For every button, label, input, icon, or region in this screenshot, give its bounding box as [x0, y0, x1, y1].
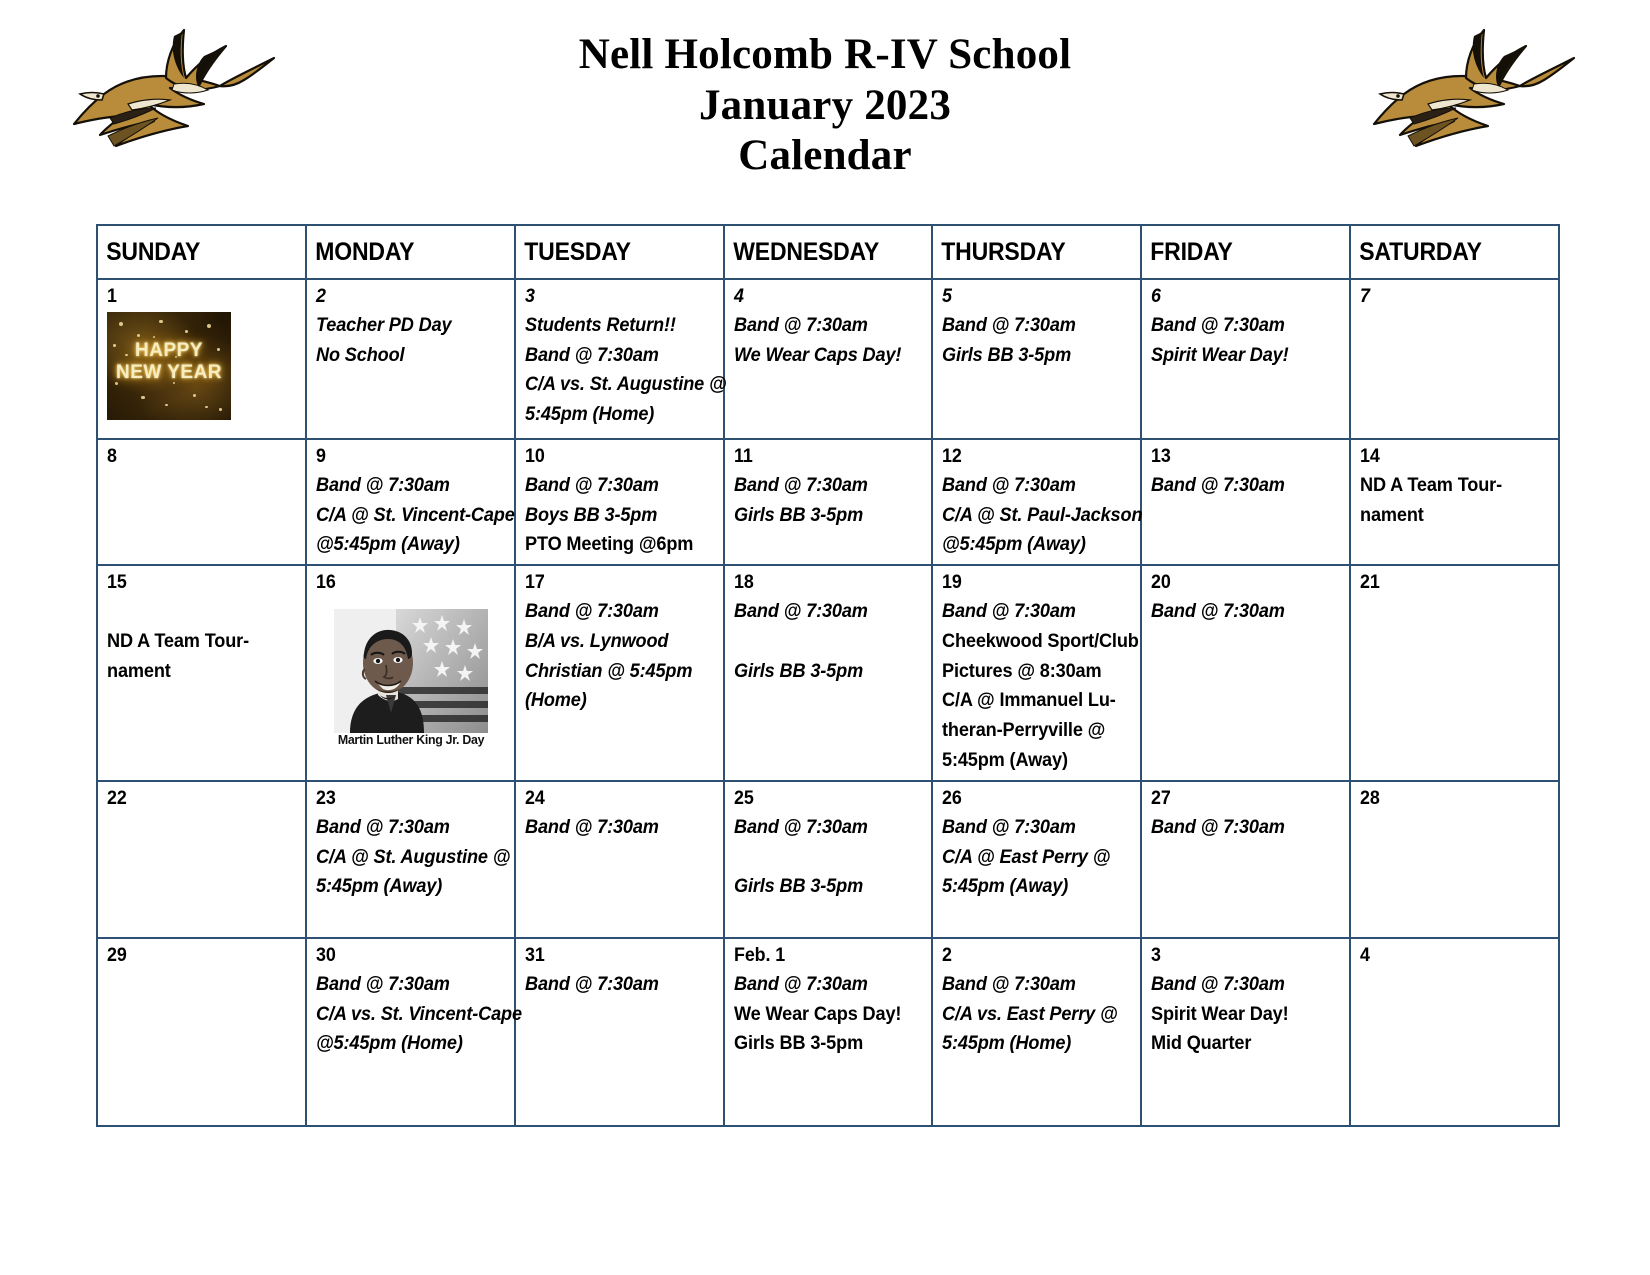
- calendar-day-cell[interactable]: [724, 781, 933, 938]
- day-number: 9: [315, 446, 326, 467]
- event-line: (Home): [524, 689, 587, 712]
- day-number: 3: [1151, 944, 1162, 966]
- day-cell-content: [98, 280, 305, 438]
- day-events-list: [315, 813, 511, 902]
- day-cell-content: [307, 939, 522, 1125]
- event-line: Girls BB 3-5pm: [733, 1032, 863, 1055]
- day-cell-content: [1351, 440, 1558, 564]
- day-events-list: [1151, 311, 1342, 371]
- calendar-day-cell[interactable]: [515, 439, 724, 565]
- happy-new-year-image: [107, 312, 231, 420]
- event-line: Spirit Wear Day!: [1151, 343, 1289, 366]
- day-events-list: [1360, 471, 1551, 531]
- event-line: Band @ 7:30am: [1151, 815, 1286, 838]
- calendar-day-cell[interactable]: [1350, 439, 1559, 565]
- day-number: 19: [942, 572, 963, 594]
- calendar-day-cell[interactable]: [932, 781, 1141, 938]
- day-number: 4: [1360, 944, 1370, 966]
- day-number: 6: [1151, 286, 1162, 307]
- calendar-day-cell[interactable]: [932, 938, 1141, 1126]
- day-cell-content: [1142, 440, 1349, 564]
- event-line: B/A vs. Lynwood: [524, 629, 669, 652]
- calendar-day-cell[interactable]: [932, 565, 1141, 781]
- day-number: 26: [942, 787, 963, 809]
- day-cell-content: [307, 280, 514, 438]
- day-cell-content: [98, 939, 305, 1125]
- day-events-list: [315, 970, 522, 1059]
- event-line: theran-Perryville @: [942, 719, 1106, 742]
- sparkle-dot: [165, 404, 168, 407]
- event-line: Band @ 7:30am: [942, 313, 1077, 336]
- event-line: Mid Quarter: [1151, 1032, 1252, 1055]
- day-events-list: [1151, 471, 1342, 501]
- day-cell-content: [307, 566, 514, 780]
- calendar-day-cell[interactable]: [1350, 938, 1559, 1126]
- day-cell-content: [1142, 280, 1349, 438]
- mlk-photo: [334, 609, 488, 733]
- event-line: Students Return!!: [524, 313, 676, 336]
- day-cell-content: [1142, 566, 1349, 780]
- day-events-list: [1151, 597, 1342, 627]
- event-line: Band @ 7:30am: [733, 599, 868, 622]
- event-line: Band @ 7:30am: [315, 473, 450, 496]
- event-line: Spirit Wear Day!: [1151, 1002, 1289, 1025]
- calendar-day-cell[interactable]: [306, 938, 522, 1126]
- day-header-label: SUNDAY: [106, 238, 201, 266]
- calendar-day-cell[interactable]: [724, 565, 933, 781]
- mlk-caption: Martin Luther King Jr. Day: [338, 731, 485, 747]
- page-header: [0, 0, 1650, 200]
- calendar-week-row: [97, 439, 1559, 565]
- day-number: 5: [942, 286, 953, 307]
- calendar-day-cell[interactable]: [724, 938, 933, 1126]
- event-line: We Wear Caps Day!: [733, 343, 901, 366]
- sparkle-dot: [219, 408, 222, 411]
- day-events-list: [524, 311, 727, 430]
- day-number: 15: [107, 572, 127, 594]
- event-line: Christian @ 5:45pm: [524, 659, 693, 682]
- happy-new-year-text: [107, 340, 231, 384]
- event-line: nament: [107, 659, 171, 682]
- day-number: 2: [315, 286, 326, 307]
- event-line: C/A @ St. Augustine @: [315, 845, 511, 868]
- day-cell-content: [725, 939, 932, 1125]
- calendar-day-cell[interactable]: [1141, 781, 1350, 938]
- calendar-day-cell[interactable]: [1141, 439, 1350, 565]
- calendar-day-cell[interactable]: [97, 439, 306, 565]
- event-line: @5:45pm (Home): [315, 1032, 463, 1055]
- day-events-list: [734, 597, 925, 686]
- day-number: 18: [733, 572, 754, 594]
- event-line: C/A @ St. Vincent-Cape: [315, 503, 515, 526]
- calendar-body: [97, 279, 1559, 1126]
- event-line: Band @ 7:30am: [1151, 313, 1286, 336]
- day-cell-content: [307, 782, 514, 937]
- day-events-list: [316, 311, 507, 371]
- event-line: Band @ 7:30am: [1151, 473, 1286, 496]
- day-cell-content: [725, 440, 932, 564]
- day-events-list: [942, 597, 1140, 776]
- day-header-monday: [306, 225, 515, 279]
- day-events-list: [525, 813, 716, 843]
- event-line: Band @ 7:30am: [524, 972, 659, 995]
- event-line: Band @ 7:30am: [1151, 599, 1286, 622]
- calendar-header-row: [97, 225, 1559, 279]
- event-line: Band @ 7:30am: [733, 313, 868, 336]
- sparkle-dot: [137, 334, 140, 337]
- calendar-day-cell[interactable]: [1141, 565, 1350, 781]
- calendar-day-cell[interactable]: [932, 279, 1141, 439]
- calendar-day-cell[interactable]: [306, 781, 515, 938]
- day-cell-content: [98, 440, 305, 564]
- day-cell-content: [725, 280, 932, 438]
- event-line: Girls BB 3-5pm: [733, 503, 863, 526]
- calendar-week-row: [97, 279, 1559, 439]
- day-cell-content: [516, 280, 727, 438]
- event-line: C/A @ St. Paul-Jackson: [942, 503, 1143, 526]
- day-number: 27: [1151, 787, 1171, 809]
- event-line: Pictures @ 8:30am: [942, 659, 1102, 682]
- event-line: Band @ 7:30am: [733, 815, 868, 838]
- day-events-list: [107, 597, 298, 686]
- day-events-list: [734, 970, 925, 1059]
- day-header-wednesday: [724, 225, 933, 279]
- event-line: C/A @ Immanuel Lu-: [942, 689, 1117, 712]
- calendar-day-cell[interactable]: [1141, 938, 1350, 1126]
- day-events-list: [525, 597, 716, 716]
- day-cell-content: [933, 782, 1140, 937]
- day-number: 10: [524, 446, 545, 467]
- title-line-calendar: Calendar: [738, 132, 912, 180]
- calendar-table-wrapper: [96, 224, 1558, 1127]
- event-spacer: [107, 597, 284, 627]
- day-number: 30: [315, 944, 336, 966]
- event-line: 5:45pm (Home): [524, 403, 654, 426]
- event-line: 5:45pm (Away): [315, 875, 443, 898]
- event-line: Girls BB 3-5pm: [733, 875, 863, 898]
- day-number: 25: [733, 787, 754, 809]
- event-line: Boys BB 3-5pm: [524, 503, 657, 526]
- event-line: Cheekwood Sport/Club: [942, 629, 1140, 652]
- day-header-label: WEDNESDAY: [732, 238, 879, 266]
- day-header-label: SATURDAY: [1359, 238, 1482, 266]
- event-line: Band @ 7:30am: [524, 599, 659, 622]
- calendar-day-cell[interactable]: [515, 565, 724, 781]
- day-number: 16: [315, 572, 336, 594]
- day-number: 14: [1360, 446, 1380, 467]
- event-line: @5:45pm (Away): [942, 533, 1087, 556]
- day-number: 29: [107, 944, 127, 966]
- event-line: 5:45pm (Home): [942, 1032, 1072, 1055]
- calendar-day-cell[interactable]: [97, 781, 306, 938]
- day-number: 7: [1360, 286, 1370, 307]
- day-header-label: MONDAY: [315, 238, 415, 266]
- calendar-day-cell[interactable]: [1350, 781, 1559, 938]
- calendar-day-cell[interactable]: [515, 279, 727, 439]
- day-events-list: [734, 311, 925, 371]
- event-line: Band @ 7:30am: [315, 972, 450, 995]
- sparkle-dot: [141, 396, 145, 400]
- event-line: C/A vs. St. Vincent-Cape: [315, 1002, 522, 1025]
- day-number: 28: [1360, 787, 1380, 809]
- event-spacer: [734, 627, 911, 657]
- day-number: 1: [107, 286, 117, 307]
- day-cell-content: [1351, 566, 1558, 780]
- calendar-day-cell[interactable]: [97, 938, 306, 1126]
- event-line: Band @ 7:30am: [315, 815, 450, 838]
- event-line: 5:45pm (Away): [942, 875, 1069, 898]
- event-line: Band @ 7:30am: [1151, 972, 1286, 995]
- event-line: Girls BB 3-5pm: [733, 659, 863, 682]
- day-events-list: [525, 471, 716, 560]
- calendar-day-cell[interactable]: [724, 439, 933, 565]
- event-line: @5:45pm (Away): [315, 533, 460, 556]
- sparkle-dot: [119, 322, 123, 326]
- calendar-day-cell[interactable]: [306, 279, 515, 439]
- calendar-day-cell[interactable]: [97, 565, 306, 781]
- day-number: 24: [524, 787, 545, 809]
- event-line: ND A Team Tour-: [1360, 473, 1503, 496]
- day-header-tuesday: [515, 225, 724, 279]
- day-number: 17: [524, 572, 545, 594]
- day-number: 20: [1151, 572, 1171, 594]
- calendar-day-cell[interactable]: [1141, 279, 1350, 439]
- day-cell-content: [933, 566, 1140, 780]
- day-number: 2: [942, 944, 953, 966]
- day-cell-content: [933, 440, 1143, 564]
- day-number: 13: [1151, 446, 1171, 467]
- day-number: 4: [733, 286, 744, 307]
- day-events-list: [734, 813, 925, 902]
- day-events-list: [1151, 813, 1342, 843]
- day-header-saturday: [1350, 225, 1559, 279]
- event-line: Band @ 7:30am: [942, 473, 1077, 496]
- day-header-sunday: [97, 225, 306, 279]
- day-cell-content: [1351, 939, 1558, 1125]
- title-line-school: Nell Holcomb R-IV School: [578, 31, 1072, 78]
- happy-new-year-line: NEW YEAR: [115, 361, 223, 383]
- calendar-table: [96, 224, 1560, 1127]
- day-events-list: [315, 471, 515, 560]
- event-line: Band @ 7:30am: [733, 473, 868, 496]
- calendar-day-cell[interactable]: [515, 781, 724, 938]
- day-cell-content: [516, 939, 723, 1125]
- day-cell-content: [307, 440, 514, 564]
- day-cell-content: [1142, 939, 1349, 1125]
- calendar-week-row: [97, 565, 1559, 781]
- day-cell-content: [98, 782, 305, 937]
- event-line: We Wear Caps Day!: [733, 1002, 901, 1025]
- event-line: Band @ 7:30am: [942, 599, 1077, 622]
- calendar-day-cell[interactable]: [515, 938, 724, 1126]
- day-number: Feb. 1: [733, 944, 785, 966]
- title-line-month: January 2023: [698, 81, 952, 129]
- day-events-list: [942, 311, 1133, 371]
- day-number: 23: [315, 787, 336, 809]
- day-cell-content: [516, 566, 723, 780]
- event-line: Band @ 7:30am: [733, 972, 868, 995]
- day-cell-content: [725, 566, 932, 780]
- calendar-day-cell[interactable]: [1350, 565, 1559, 781]
- event-line: C/A vs. East Perry @: [942, 1002, 1118, 1025]
- martin-luther-king-jr-day-image: [316, 609, 507, 747]
- calendar-day-cell[interactable]: [932, 439, 1141, 565]
- sparkle-dot: [153, 336, 155, 338]
- day-cell-content: [516, 440, 723, 564]
- event-line: Band @ 7:30am: [524, 473, 659, 496]
- event-line: C/A @ East Perry @: [942, 845, 1111, 868]
- day-events-list: [942, 813, 1133, 902]
- event-line: ND A Team Tour-: [107, 629, 249, 652]
- sparkle-dot: [185, 330, 188, 333]
- calendar-day-cell[interactable]: [97, 279, 306, 439]
- calendar-day-cell[interactable]: [306, 565, 515, 781]
- day-cell-content: [933, 280, 1140, 438]
- sparkle-dot: [159, 320, 163, 324]
- day-header-thursday: [932, 225, 1141, 279]
- calendar-day-cell[interactable]: [306, 439, 515, 565]
- day-events-list: [525, 970, 716, 1000]
- day-number: 12: [942, 446, 963, 467]
- event-line: Band @ 7:30am: [524, 815, 659, 838]
- event-spacer: [734, 843, 911, 873]
- day-cell-content: [1142, 782, 1349, 937]
- event-line: Band @ 7:30am: [942, 972, 1077, 995]
- event-line: Teacher PD Day: [315, 313, 452, 336]
- sparkle-dot: [207, 324, 211, 328]
- event-line: Band @ 7:30am: [942, 815, 1077, 838]
- day-events-list: [734, 471, 925, 531]
- calendar-week-row: [97, 781, 1559, 938]
- event-line: Band @ 7:30am: [524, 343, 659, 366]
- day-cell-content: [1351, 280, 1558, 438]
- calendar-week-row: [97, 938, 1559, 1126]
- day-events-list: [942, 970, 1133, 1059]
- day-number: 3: [524, 286, 535, 307]
- day-events-list: [1151, 970, 1342, 1059]
- event-line: 5:45pm (Away): [942, 749, 1069, 772]
- event-line: nament: [1360, 503, 1424, 526]
- day-number: 8: [107, 446, 117, 467]
- event-line: PTO Meeting @6pm: [524, 533, 694, 556]
- day-cell-content: [98, 566, 305, 780]
- eagle-logo-right: [1370, 18, 1580, 168]
- day-number: 31: [524, 944, 545, 966]
- event-line: C/A vs. St. Augustine @: [524, 373, 727, 396]
- sparkle-dot: [205, 406, 208, 409]
- day-cell-content: [516, 782, 723, 937]
- day-header-friday: [1141, 225, 1350, 279]
- day-number: 22: [107, 787, 127, 809]
- day-number: 21: [1360, 572, 1380, 594]
- day-cell-content: [1351, 782, 1558, 937]
- day-header-label: FRIDAY: [1150, 238, 1233, 266]
- event-line: No School: [315, 343, 405, 366]
- day-header-label: TUESDAY: [523, 238, 631, 266]
- day-cell-content: [725, 782, 932, 937]
- calendar-day-cell[interactable]: [724, 279, 933, 439]
- day-cell-content: [933, 939, 1140, 1125]
- sparkle-dot: [193, 394, 196, 397]
- calendar-day-cell[interactable]: [1350, 279, 1559, 439]
- day-header-label: THURSDAY: [941, 238, 1066, 266]
- day-events-list: [942, 471, 1143, 560]
- day-number: 11: [733, 446, 753, 467]
- happy-new-year-line: HAPPY: [135, 339, 203, 361]
- event-line: Girls BB 3-5pm: [942, 343, 1072, 366]
